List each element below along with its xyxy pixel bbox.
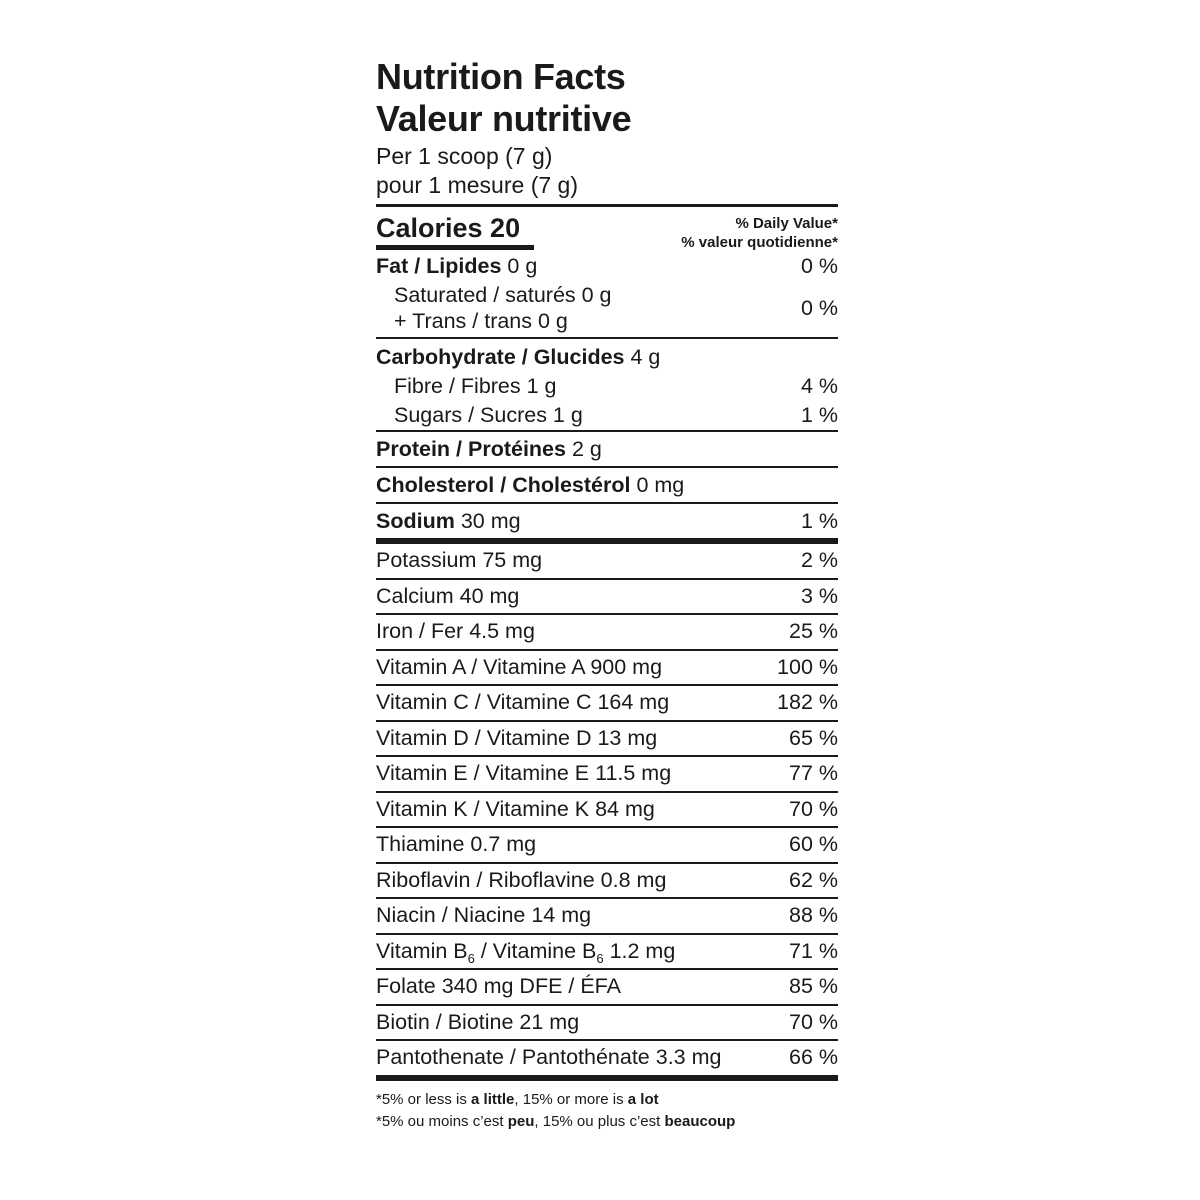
daily-value-en: % Daily Value* — [735, 215, 838, 232]
fat-pct: 0 % — [800, 253, 838, 278]
protein-label: Protein / Protéines — [376, 436, 566, 461]
fibre-row — [376, 373, 838, 400]
list-item: Calcium 40 mg 3 % — [376, 580, 838, 616]
sodium-pct: 1 % — [800, 508, 838, 533]
cholesterol-label: Cholesterol / Cholestérol — [376, 472, 631, 497]
serving-size-fr: pour 1 mesure (7 g) — [376, 172, 578, 198]
protein-row — [376, 432, 838, 466]
fibre-pct: 4 % — [800, 374, 838, 398]
list-item: Vitamin C / Vitamine C 164 mg 182 % — [376, 686, 838, 722]
list-item: Niacin / Niacine 14 mg 88 % — [376, 899, 838, 935]
serving-size-en: Per 1 scoop (7 g) — [376, 143, 553, 169]
list-item: Iron / Fer 4.5 mg 25 % — [376, 615, 838, 651]
title-en: Nutrition Facts — [376, 56, 626, 97]
sugars-pct: 1 % — [800, 402, 838, 427]
trans-fat: + Trans / trans 0 g — [394, 309, 568, 333]
cholesterol-amount: 0 mg — [636, 472, 685, 497]
sugars-row — [376, 400, 838, 430]
carbohydrate-label: Carbohydrate / Glucides — [376, 344, 625, 369]
sodium-label: Sodium — [376, 508, 455, 533]
sodium-amount: 30 mg — [460, 508, 521, 533]
saturated-trans-pct: 0 % — [800, 295, 838, 320]
cholesterol-row — [376, 468, 838, 502]
saturated-fat: Saturated / saturés 0 g — [394, 283, 612, 307]
list-item: Vitamin K / Vitamine K 84 mg 70 % — [376, 793, 838, 829]
footnote-en: *5% or less is a little, 15% or more is a lot — [376, 1090, 659, 1108]
saturated-trans-row — [376, 279, 838, 337]
title-fr: Valeur nutritive — [376, 98, 632, 139]
carbohydrate-row — [376, 339, 838, 373]
list-item: Pantothenate / Pantothénate 3.3 mg 66 % — [376, 1045, 838, 1070]
list-item: Biotin / Biotine 21 mg 70 % — [376, 1006, 838, 1042]
list-item: Vitamin A / Vitamine A 900 mg 100 % — [376, 651, 838, 687]
sodium-row — [376, 504, 838, 538]
thick-divider — [376, 1075, 838, 1081]
sugars-label: Sugars / Sucres 1 g — [394, 402, 583, 427]
list-item: Vitamin D / Vitamine D 13 mg 65 % — [376, 722, 838, 758]
micronutrient-list — [376, 544, 838, 1075]
daily-value-header — [681, 207, 838, 252]
vitamin-b6-row: Vitamin $B_6$ / Vitamine $B_6$ 1.2 mg 71 % — [376, 935, 838, 971]
list-item: Potassium 75 mg 2 % — [376, 544, 838, 580]
calories-label: Calories 20 — [376, 213, 521, 243]
list-item: Folate 340 mg DFE / ÉFA 85 % — [376, 970, 838, 1006]
calories-row — [376, 207, 838, 253]
list-item: Riboflavin / Riboflavine 0.8 mg 62 % — [376, 864, 838, 900]
fat-label: Fat / Lipides — [376, 253, 502, 278]
footnote-fr: *5% ou moins c’est peu, 15% ou plus c’est beaucoup — [376, 1112, 736, 1130]
fat-row — [376, 253, 838, 279]
calories-underline — [376, 245, 534, 250]
list-item: Thiamine 0.7 mg 60 % — [376, 828, 838, 864]
daily-value-fr: % valeur quotidienne* — [681, 234, 838, 251]
fat-amount: 0 g — [507, 253, 538, 278]
nutrition-facts-panel — [376, 56, 838, 1133]
protein-amount: 2 g — [571, 436, 602, 461]
list-item: Vitamin E / Vitamine E 11.5 mg 77 % — [376, 757, 838, 793]
carbohydrate-amount: 4 g — [630, 344, 661, 369]
fibre-label: Fibre / Fibres 1 g — [394, 374, 557, 398]
footnote — [376, 1089, 838, 1133]
